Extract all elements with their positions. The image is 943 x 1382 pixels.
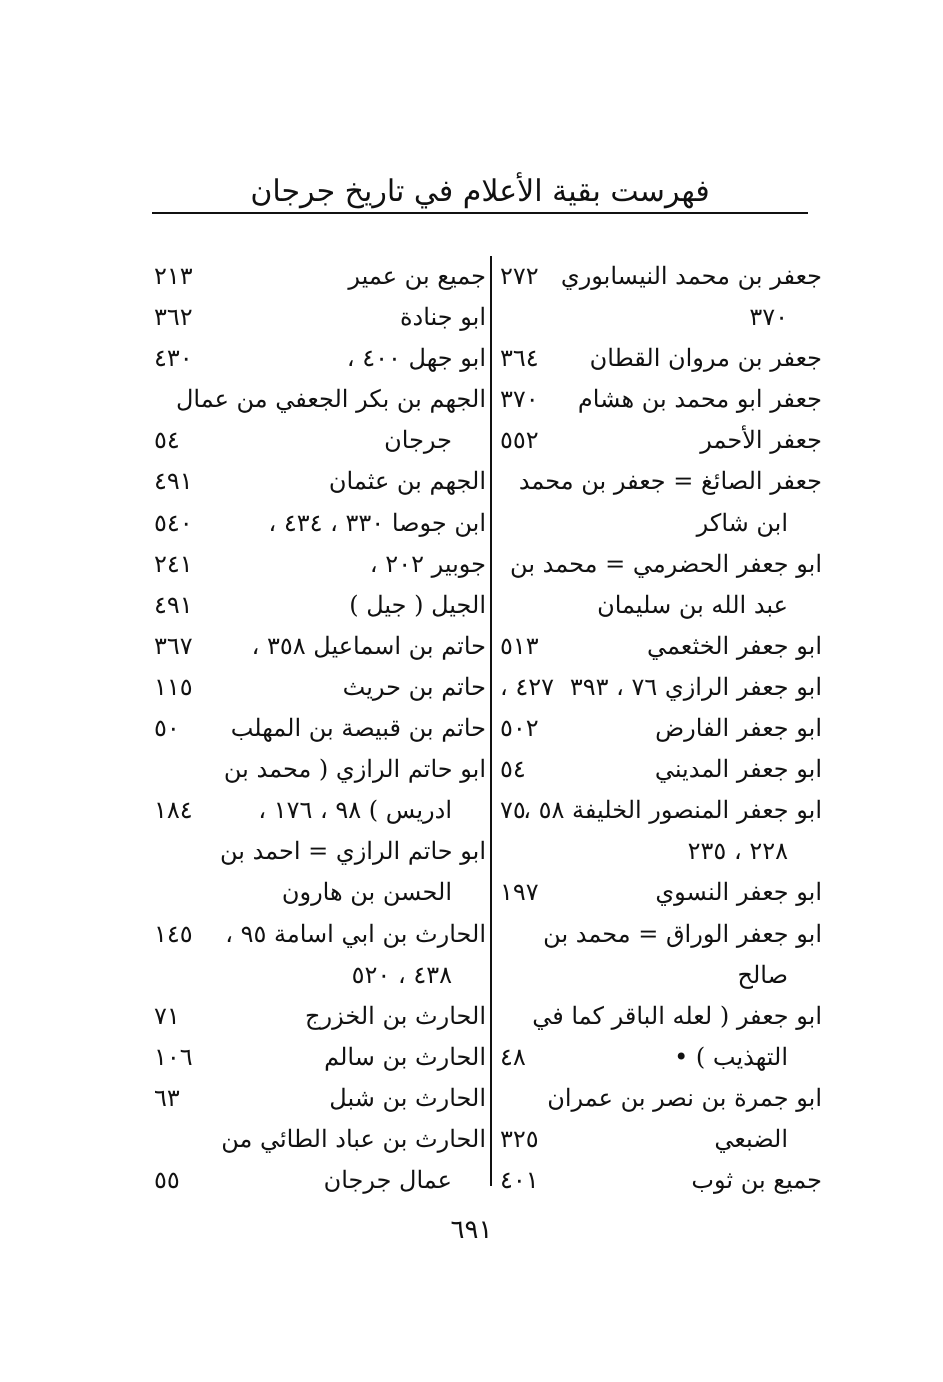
index-row — [150, 955, 486, 996]
index-row — [496, 544, 822, 585]
index-row — [496, 461, 822, 502]
entry-pages: ٧١ — [154, 1001, 180, 1030]
entry-pages: ٤٢٧ ، — [500, 672, 555, 701]
index-row — [150, 872, 486, 913]
index-row — [496, 1160, 822, 1201]
entry-pages: ٢٤١ — [154, 549, 193, 578]
index-row — [150, 1160, 486, 1201]
entry-name: الحارث بن الخزرج — [305, 1001, 486, 1030]
index-row — [150, 544, 486, 585]
page-number: ٦٩١ — [450, 1215, 493, 1245]
entry-pages: ٣٧٠ — [500, 385, 539, 414]
entry-pages: ٤٩١ — [154, 590, 193, 619]
index-row — [150, 790, 486, 831]
entry-name: ابو جعفر المديني — [654, 755, 822, 784]
entry-continuation: الضبعي — [714, 1124, 788, 1153]
entry-pages: ١٨٤ — [154, 796, 193, 825]
entry-name: ابو جمرة بن نصر بن عمران — [547, 1083, 822, 1112]
entry-continuation: ٤٣٨ ، ٥٢٠ — [351, 960, 452, 989]
entry-name: جميع بن ثوب — [691, 1166, 822, 1195]
index-row — [496, 420, 822, 461]
index-row — [496, 996, 822, 1037]
entry-name: جعفر بن محمد النيسابوري — [560, 262, 822, 290]
title-rule — [152, 212, 808, 214]
entry-name: الجهم بن بكر الجعفي من عمال — [175, 385, 486, 414]
entry-name: حاتم بن حريث — [342, 672, 486, 701]
index-row — [150, 626, 486, 667]
entry-continuation: التهذيب ) • — [674, 1042, 788, 1071]
entry-pages: ٥٥ — [154, 1166, 180, 1195]
entry-continuation: عبد الله بن سليمان — [597, 590, 788, 619]
entry-name: جعفر الأحمر — [700, 426, 822, 455]
index-row — [150, 667, 486, 708]
index-row — [150, 379, 486, 420]
entry-name: حاتم بن اسماعيل ٣٥٨ ، — [251, 631, 486, 660]
entry-pages: ٣٦٤ — [500, 344, 539, 373]
entry-name: ابو جعفر الخثعمي — [647, 631, 822, 660]
entry-pages: ٥١٣ — [500, 631, 539, 660]
index-row — [150, 256, 486, 297]
entry-name: ابو حاتم الرازي ( محمد بن — [223, 755, 486, 784]
entry-pages: ٥٤ — [154, 426, 180, 455]
entry-pages: ٦٣ — [154, 1083, 180, 1112]
entry-pages: ٣٢٥ — [500, 1124, 539, 1153]
entry-name: جوبير ٢٠٢ ، — [369, 549, 486, 578]
page-title: فهرست بقية الأعلام في تاريخ جرجان — [250, 174, 710, 209]
entry-name: ابو جعفر الفارض — [655, 714, 822, 743]
entry-name: حاتم بن قبيصة بن المهلب — [230, 714, 486, 743]
entry-pages: ١١٥ — [154, 672, 193, 701]
entry-name: ابو جهل ٤٠٠ ، — [346, 344, 486, 373]
entry-name: الحارث بن سالم — [324, 1042, 486, 1071]
index-row — [150, 461, 486, 502]
left-column — [150, 256, 486, 1201]
entry-name: الجهم بن عثمان — [328, 467, 486, 496]
column-divider — [490, 256, 492, 1186]
entry-pages: ٥٥٢ — [500, 426, 539, 455]
index-row — [496, 256, 822, 297]
index-row — [150, 1119, 486, 1160]
entry-name: ابو جعفر المنصور الخليفة ٥٨ ، — [523, 796, 822, 825]
entry-pages: ٢٧٢ — [500, 262, 539, 290]
entry-pages: ٥٤ — [500, 755, 526, 784]
entry-name: ابو جنادة — [399, 303, 486, 332]
entry-name: جعفر الصائغ = جعفر بن محمد — [518, 467, 822, 496]
index-row — [150, 1078, 486, 1119]
entry-pages: ٥٠ — [154, 714, 180, 743]
index-row — [150, 1037, 486, 1078]
index-row — [496, 749, 822, 790]
index-row — [150, 338, 486, 379]
entry-pages: ١٩٧ — [500, 878, 539, 907]
index-row — [150, 708, 486, 749]
entry-name: ابو جعفر الحضرمي = محمد بن — [510, 549, 822, 578]
entry-pages: ٢١٣ — [154, 262, 193, 290]
entry-name: ابو جعفر الرازي ٧٦ ، ٣٩٣ — [569, 672, 822, 701]
index-row — [496, 914, 822, 955]
index-row — [150, 914, 486, 955]
entry-continuation: ٢٢٨ ، ٢٣٥ — [687, 837, 788, 866]
index-row — [496, 338, 822, 379]
index-row — [496, 667, 822, 708]
entry-name: ابن جوصا ٣٣٠ ، ٤٣٤ ، — [268, 508, 486, 537]
entry-pages: ١٠٦ — [154, 1042, 193, 1071]
entry-pages: ٣٦٧ — [154, 631, 193, 660]
entry-continuation: ٣٧٠ — [749, 303, 788, 332]
index-row — [496, 626, 822, 667]
entry-continuation: ابن شاكر — [696, 508, 788, 537]
index-row — [496, 585, 822, 626]
entry-pages: ٣٦٢ — [154, 303, 193, 332]
index-row — [496, 1078, 822, 1119]
index-row — [150, 831, 486, 872]
entry-pages: ٤٩١ — [154, 467, 193, 496]
entry-name: جعفر بن مروان القطان — [589, 344, 822, 373]
index-row — [496, 708, 822, 749]
entry-name: ابو جعفر ( لعله الباقر كما في — [532, 1001, 822, 1030]
entry-name: الجيل ( جيل ) — [349, 590, 486, 619]
entry-continuation: عمال جرجان — [323, 1166, 452, 1195]
entry-pages: ٧٥ — [500, 796, 526, 825]
index-row — [496, 379, 822, 420]
index-row — [150, 420, 486, 461]
entry-pages: ١٤٥ — [154, 919, 193, 948]
entry-pages: ٥٤٠ — [154, 508, 193, 537]
index-row — [150, 297, 486, 338]
entry-name: ابو حاتم الرازي = احمد بن — [220, 837, 486, 866]
index-row — [496, 831, 822, 872]
entry-continuation: جرجان — [384, 426, 452, 455]
index-row — [496, 955, 822, 996]
entry-continuation: صالح — [737, 960, 788, 989]
index-row — [496, 1119, 822, 1160]
entry-name: الحارث بن شبل — [329, 1083, 486, 1112]
entry-name: ابو جعفر الوراق = محمد بن — [543, 919, 822, 948]
index-row — [150, 585, 486, 626]
entry-name: جميع بن عمير — [348, 262, 486, 290]
index-row — [496, 872, 822, 913]
index-row — [150, 503, 486, 544]
entry-pages: ٥٠٢ — [500, 714, 539, 743]
index-row — [150, 996, 486, 1037]
entry-pages: ٤٣٠ — [154, 344, 193, 373]
right-column — [496, 256, 822, 1201]
index-row — [496, 790, 822, 831]
entry-pages: ٤٠١ — [500, 1166, 539, 1195]
entry-continuation: الحسن بن هارون — [281, 878, 452, 907]
entry-name: جعفر ابو محمد بن هشام — [577, 385, 822, 414]
entry-pages: ٤٨ — [500, 1042, 526, 1071]
entry-name: ابو جعفر النسوي — [655, 878, 822, 907]
index-row — [496, 503, 822, 544]
entry-continuation: ادريس ) ٩٨ ، ١٧٦ ، — [258, 796, 452, 825]
index-row — [496, 1037, 822, 1078]
index-row — [150, 749, 486, 790]
entry-name: الحارث بن عباد الطائي من — [221, 1124, 486, 1153]
entry-name: الحارث بن ابي اسامة ٩٥ ، — [225, 919, 486, 948]
index-row — [496, 297, 822, 338]
